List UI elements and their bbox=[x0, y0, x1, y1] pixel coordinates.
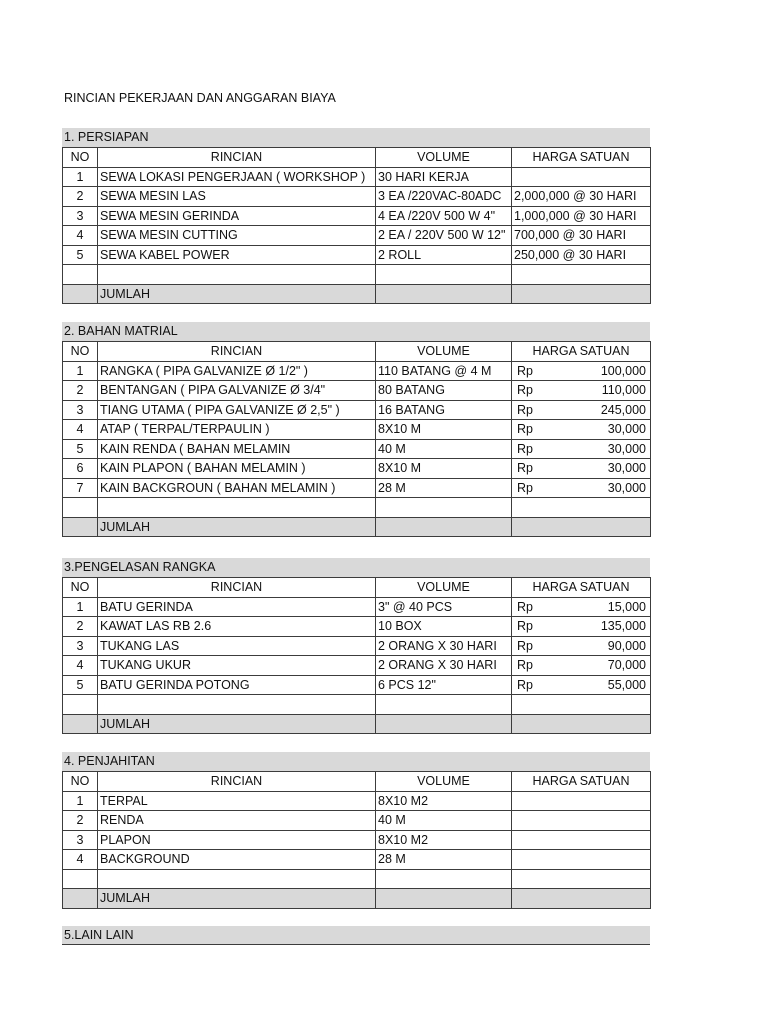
col-header-rincian: RINCIAN bbox=[98, 578, 376, 598]
row-rincian: SEWA MESIN CUTTING bbox=[98, 226, 376, 246]
row-harga-satuan: 1,000,000 @ 30 HARI bbox=[512, 206, 651, 226]
budget-section bbox=[62, 558, 650, 734]
total-no-cell bbox=[63, 517, 98, 537]
row-number: 3 bbox=[63, 206, 98, 226]
table-row bbox=[63, 420, 651, 440]
table-row bbox=[63, 811, 651, 831]
total-harga-cell bbox=[512, 889, 651, 909]
table-row bbox=[63, 617, 651, 637]
total-no-cell bbox=[63, 284, 98, 304]
col-header-volume: VOLUME bbox=[376, 342, 512, 362]
price-amount: 55,000 bbox=[607, 677, 646, 692]
empty-cell bbox=[98, 265, 376, 285]
currency-label: Rp bbox=[517, 402, 533, 417]
row-harga-satuan bbox=[512, 478, 651, 498]
row-harga-satuan bbox=[512, 850, 651, 870]
row-harga-satuan bbox=[512, 675, 651, 695]
col-header-no: NO bbox=[63, 148, 98, 168]
row-harga-satuan bbox=[512, 400, 651, 420]
section-title-lain-lain: 5.LAIN LAIN bbox=[62, 926, 650, 945]
price-amount: 100,000 bbox=[600, 363, 646, 378]
table-header-row bbox=[63, 148, 651, 168]
row-number: 4 bbox=[63, 226, 98, 246]
budget-section bbox=[62, 128, 650, 304]
row-volume: 8X10 M bbox=[376, 459, 512, 479]
currency-label: Rp bbox=[517, 461, 533, 475]
row-volume: 110 BATANG @ 4 M bbox=[376, 361, 512, 381]
row-number: 3 bbox=[63, 636, 98, 656]
table-row bbox=[63, 675, 651, 695]
row-harga-satuan bbox=[512, 636, 651, 656]
row-harga-satuan: 2,000,000 @ 30 HARI bbox=[512, 187, 651, 207]
total-row bbox=[63, 714, 651, 734]
row-volume: 30 HARI KERJA bbox=[376, 167, 512, 187]
currency-label: Rp bbox=[517, 658, 533, 672]
col-header-harga-satuan: HARGA SATUAN bbox=[512, 772, 651, 792]
table-row bbox=[63, 361, 651, 381]
table-row bbox=[63, 791, 651, 811]
empty-cell bbox=[98, 695, 376, 715]
budget-table bbox=[62, 147, 651, 304]
row-volume: 6 PCS 12" bbox=[376, 675, 512, 695]
row-harga-satuan bbox=[512, 420, 651, 440]
total-no-cell bbox=[63, 889, 98, 909]
empty-cell bbox=[63, 265, 98, 285]
total-label: JUMLAH bbox=[98, 889, 376, 909]
price-amount: 30,000 bbox=[607, 422, 646, 436]
price-amount: 110,000 bbox=[601, 383, 646, 397]
row-volume: 2 ORANG X 30 HARI bbox=[376, 636, 512, 656]
row-volume: 8X10 M2 bbox=[376, 830, 512, 850]
row-number: 4 bbox=[63, 850, 98, 870]
row-number: 3 bbox=[63, 830, 98, 850]
row-rincian: RENDA bbox=[98, 811, 376, 831]
empty-cell bbox=[512, 869, 651, 889]
col-header-no: NO bbox=[63, 342, 98, 362]
budget-table bbox=[62, 341, 651, 537]
table-row bbox=[63, 850, 651, 870]
table-row bbox=[63, 400, 651, 420]
empty-cell bbox=[98, 869, 376, 889]
empty-cell bbox=[98, 498, 376, 518]
budget-table bbox=[62, 577, 651, 734]
row-volume: 3 EA /220VAC-80ADC bbox=[376, 187, 512, 207]
empty-cell bbox=[63, 869, 98, 889]
price-amount: 135,000 bbox=[600, 619, 646, 633]
empty-row bbox=[63, 498, 651, 518]
total-volume-cell bbox=[376, 714, 512, 734]
row-harga-satuan bbox=[512, 381, 651, 401]
total-harga-cell bbox=[512, 284, 651, 304]
total-no-cell bbox=[63, 714, 98, 734]
row-harga-satuan: 250,000 @ 30 HARI bbox=[512, 245, 651, 265]
row-number: 1 bbox=[63, 597, 98, 617]
price-amount: 30,000 bbox=[607, 461, 646, 475]
row-harga-satuan bbox=[512, 791, 651, 811]
table-row bbox=[63, 636, 651, 656]
currency-label: Rp bbox=[517, 441, 533, 456]
row-harga-satuan bbox=[512, 811, 651, 831]
currency-label: Rp bbox=[517, 383, 533, 397]
row-number: 5 bbox=[63, 439, 98, 459]
table-row bbox=[63, 459, 651, 479]
total-harga-cell bbox=[512, 714, 651, 734]
table-row bbox=[63, 187, 651, 207]
row-rincian: SEWA KABEL POWER bbox=[98, 245, 376, 265]
budget-table bbox=[62, 771, 651, 909]
row-harga-satuan bbox=[512, 439, 651, 459]
empty-row bbox=[63, 265, 651, 285]
row-rincian: BENTANGAN ( PIPA GALVANIZE Ø 3/4" bbox=[98, 381, 376, 401]
total-row bbox=[63, 284, 651, 304]
col-header-rincian: RINCIAN bbox=[98, 772, 376, 792]
table-row bbox=[63, 597, 651, 617]
row-number: 5 bbox=[63, 245, 98, 265]
row-number: 4 bbox=[63, 420, 98, 440]
row-rincian: KAIN RENDA ( BAHAN MELAMIN bbox=[98, 439, 376, 459]
row-rincian: TUKANG LAS bbox=[98, 636, 376, 656]
row-harga-satuan bbox=[512, 617, 651, 637]
row-rincian: SEWA MESIN LAS bbox=[98, 187, 376, 207]
total-label: JUMLAH bbox=[98, 284, 376, 304]
section-title: 4. PENJAHITAN bbox=[62, 752, 650, 771]
row-number: 7 bbox=[63, 478, 98, 498]
price-amount: 70,000 bbox=[607, 658, 646, 672]
table-row bbox=[63, 656, 651, 676]
empty-cell bbox=[63, 498, 98, 518]
currency-label: Rp bbox=[517, 363, 533, 378]
row-volume: 3" @ 40 PCS bbox=[376, 597, 512, 617]
row-rincian: TIANG UTAMA ( PIPA GALVANIZE Ø 2,5" ) bbox=[98, 400, 376, 420]
empty-cell bbox=[376, 869, 512, 889]
col-header-rincian: RINCIAN bbox=[98, 148, 376, 168]
table-row bbox=[63, 830, 651, 850]
row-volume: 16 BATANG bbox=[376, 400, 512, 420]
empty-row bbox=[63, 869, 651, 889]
row-harga-satuan bbox=[512, 830, 651, 850]
row-rincian: SEWA MESIN GERINDA bbox=[98, 206, 376, 226]
row-rincian: SEWA LOKASI PENGERJAAN ( WORKSHOP ) bbox=[98, 167, 376, 187]
row-volume: 40 M bbox=[376, 811, 512, 831]
total-label: JUMLAH bbox=[98, 714, 376, 734]
table-row bbox=[63, 206, 651, 226]
table-row bbox=[63, 226, 651, 246]
empty-cell bbox=[376, 695, 512, 715]
section-title: 2. BAHAN MATRIAL bbox=[62, 322, 650, 341]
row-rincian: TERPAL bbox=[98, 791, 376, 811]
row-number: 6 bbox=[63, 459, 98, 479]
row-volume: 8X10 M bbox=[376, 420, 512, 440]
table-row bbox=[63, 245, 651, 265]
row-rincian: BATU GERINDA bbox=[98, 597, 376, 617]
currency-label: Rp bbox=[517, 422, 533, 436]
price-amount: 30,000 bbox=[607, 480, 646, 495]
row-number: 2 bbox=[63, 617, 98, 637]
row-volume: 10 BOX bbox=[376, 617, 512, 637]
col-header-rincian: RINCIAN bbox=[98, 342, 376, 362]
row-rincian: ATAP ( TERPAL/TERPAULIN ) bbox=[98, 420, 376, 440]
row-volume: 28 M bbox=[376, 850, 512, 870]
empty-cell bbox=[512, 498, 651, 518]
row-volume: 2 ROLL bbox=[376, 245, 512, 265]
currency-label: Rp bbox=[517, 619, 533, 633]
row-number: 2 bbox=[63, 187, 98, 207]
row-number: 4 bbox=[63, 656, 98, 676]
row-harga-satuan bbox=[512, 167, 651, 187]
table-row bbox=[63, 439, 651, 459]
total-volume-cell bbox=[376, 889, 512, 909]
table-row bbox=[63, 167, 651, 187]
col-header-no: NO bbox=[63, 578, 98, 598]
row-volume: 28 M bbox=[376, 478, 512, 498]
row-volume: 8X10 M2 bbox=[376, 791, 512, 811]
section-title: 1. PERSIAPAN bbox=[62, 128, 650, 147]
row-rincian: BATU GERINDA POTONG bbox=[98, 675, 376, 695]
empty-cell bbox=[512, 265, 651, 285]
table-row bbox=[63, 381, 651, 401]
currency-label: Rp bbox=[517, 599, 533, 614]
col-header-volume: VOLUME bbox=[376, 578, 512, 598]
row-volume: 2 EA / 220V 500 W 12" bbox=[376, 226, 512, 246]
col-header-no: NO bbox=[63, 772, 98, 792]
empty-cell bbox=[512, 695, 651, 715]
row-rincian: KAIN BACKGROUN ( BAHAN MELAMIN ) bbox=[98, 478, 376, 498]
row-number: 2 bbox=[63, 811, 98, 831]
total-volume-cell bbox=[376, 284, 512, 304]
col-header-harga-satuan: HARGA SATUAN bbox=[512, 342, 651, 362]
row-number: 1 bbox=[63, 167, 98, 187]
price-amount: 15,000 bbox=[607, 599, 646, 614]
document-title: RINCIAN PEKERJAAN DAN ANGGARAN BIAYA bbox=[64, 91, 336, 105]
currency-label: Rp bbox=[517, 638, 533, 653]
total-volume-cell bbox=[376, 517, 512, 537]
empty-cell bbox=[63, 695, 98, 715]
col-header-volume: VOLUME bbox=[376, 772, 512, 792]
total-row bbox=[63, 517, 651, 537]
row-harga-satuan bbox=[512, 459, 651, 479]
col-header-volume: VOLUME bbox=[376, 148, 512, 168]
col-header-harga-satuan: HARGA SATUAN bbox=[512, 578, 651, 598]
empty-row bbox=[63, 695, 651, 715]
section-title: 3.PENGELASAN RANGKA bbox=[62, 558, 650, 577]
currency-label: Rp bbox=[517, 480, 533, 495]
row-volume: 80 BATANG bbox=[376, 381, 512, 401]
table-header-row bbox=[63, 772, 651, 792]
row-rincian: PLAPON bbox=[98, 830, 376, 850]
row-volume: 40 M bbox=[376, 439, 512, 459]
table-row bbox=[63, 478, 651, 498]
budget-section bbox=[62, 322, 650, 537]
price-amount: 30,000 bbox=[607, 441, 646, 456]
total-row bbox=[63, 889, 651, 909]
row-harga-satuan: 700,000 @ 30 HARI bbox=[512, 226, 651, 246]
row-volume: 2 ORANG X 30 HARI bbox=[376, 656, 512, 676]
row-rincian: KAIN PLAPON ( BAHAN MELAMIN ) bbox=[98, 459, 376, 479]
row-number: 1 bbox=[63, 791, 98, 811]
empty-cell bbox=[376, 498, 512, 518]
table-header-row bbox=[63, 578, 651, 598]
row-harga-satuan bbox=[512, 597, 651, 617]
row-number: 1 bbox=[63, 361, 98, 381]
row-harga-satuan bbox=[512, 361, 651, 381]
total-harga-cell bbox=[512, 517, 651, 537]
price-amount: 245,000 bbox=[600, 402, 646, 417]
row-harga-satuan bbox=[512, 656, 651, 676]
row-rincian: TUKANG UKUR bbox=[98, 656, 376, 676]
row-rincian: RANGKA ( PIPA GALVANIZE Ø 1/2" ) bbox=[98, 361, 376, 381]
col-header-harga-satuan: HARGA SATUAN bbox=[512, 148, 651, 168]
row-number: 5 bbox=[63, 675, 98, 695]
table-header-row bbox=[63, 342, 651, 362]
row-number: 3 bbox=[63, 400, 98, 420]
row-volume: 4 EA /220V 500 W 4" bbox=[376, 206, 512, 226]
row-number: 2 bbox=[63, 381, 98, 401]
total-label: JUMLAH bbox=[98, 517, 376, 537]
price-amount: 90,000 bbox=[607, 638, 646, 653]
empty-cell bbox=[376, 265, 512, 285]
currency-label: Rp bbox=[517, 677, 533, 692]
row-rincian: BACKGROUND bbox=[98, 850, 376, 870]
row-rincian: KAWAT LAS RB 2.6 bbox=[98, 617, 376, 637]
budget-section bbox=[62, 752, 650, 909]
